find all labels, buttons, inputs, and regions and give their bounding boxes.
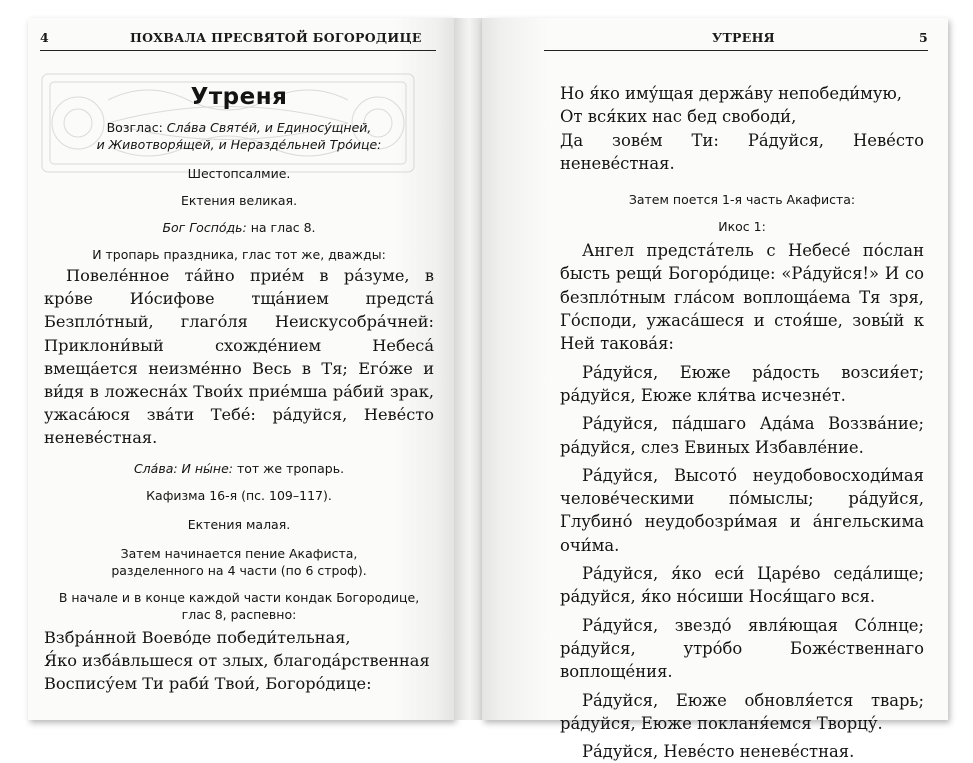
book-gutter [454, 18, 482, 720]
exclamation-label: Возглас: [106, 120, 167, 135]
ikos-paragraph: Ра́дуйся, Высото́ неудобовосходи́мая челове́ческими по́мыслы; ра́дуйся, Глубино́ неудобозри́мая и а́нгельскима очи́ма. [560, 465, 924, 555]
bog-gospod-rest: на глас 8. [246, 220, 316, 235]
right-header-rule [544, 50, 928, 51]
right-running-head [544, 30, 928, 48]
exclamation-text-2: и Животворя́щей, и Неразде́льней Тро́ице: [96, 137, 382, 152]
left-header-rule [40, 50, 436, 51]
kontakion-rubric-2: глас 8, распевно: [181, 606, 297, 622]
ikos-paragraph: Ра́дуйся, звездо́ явля́ющая Со́лнце; ра́дуйся, утро́бо Боже́ственнаго воплоще́ния. [560, 615, 924, 682]
rubric-bog-gospod [44, 219, 434, 236]
ikos-paragraph: Ангел предста́тель с Небесе́ по́слан бысть рещи́ Богоро́дице: «Ра́дуйся!» И со безпло́тным гла́сом воплоща́ема Тя зря, Го́споди, ужаса́шеся и стоя́ше, зовы́й к Ней такова́я: [560, 241, 924, 354]
ikos-paragraph: Ра́дуйся, Еюже ра́дость возсия́ет; ра́дуйся, Еюже кля́тва исчезне́т. [560, 362, 924, 405]
akathist-start-2: разделенного на 4 части (по 6 строф). [111, 562, 367, 578]
troparion-rubric: И тропарь праздника, глас тот же, дважды: [92, 247, 386, 262]
kontakion-rubric-1: В начале и в конце каждой части кондак Богородице, [58, 589, 420, 605]
rubric-ektenia-velikaya: Ектения великая. [180, 193, 298, 208]
ikos-paragraph: Ра́дуйся, па́дшаго Ада́ма Воззва́ние; ра́дуйся, слез Евиных Избавле́ние. [560, 414, 924, 457]
right-page-content [560, 62, 924, 763]
exclamation [44, 119, 434, 153]
ektenia-malaya-rubric: Ектения малая. [187, 516, 291, 532]
kontakion-line-5: От вся́ких нас бед свободи́, [560, 107, 797, 127]
kontakion-line-4: Но я́ко иму́щая держа́ву непобеди́мую, [560, 84, 903, 103]
ikos-paragraph: Ра́дуйся, я́ко еси́ Царе́во седа́лище; ра́дуйся, я́ко но́сиши Нося́щаго вся. [560, 564, 924, 607]
kontakion-line-6: Да зове́м Ти: Ра́дуйся, Неве́сто неневе́стная. [560, 130, 924, 173]
left-running-title: ПОХВАЛА ПРЕСВЯТОЙ БОГОРОДИЦЕ [130, 30, 422, 45]
kontakion-line-2: Я́ко изба́вльшеся от злых, благода́рственная [44, 650, 430, 670]
troparion-text: Повеле́нное та́йно прие́м в ра́зуме, в кро́ве Ио́сифове тща́нием предста́ Безпло́тный, глаго́ля Неискусобра́чней: Приклони́вый схожде́нием Небеса́ вмеща́ется неизме́нно Весь в Тя; Его́же и ви́дя в ложесна́х Твои́х прие́мша ра́бий зрак, ужаса́юся зва́ти Тебе́: ра́дуйся, Неве́сто неневе́стная. [44, 266, 434, 448]
left-page [28, 18, 454, 720]
slava-rest: тот же тропарь. [232, 460, 345, 476]
bog-gospod-italic: Бог Госпо́дь: [162, 220, 247, 235]
left-running-head [40, 30, 436, 48]
chapter-title: Утреня [190, 84, 288, 110]
kontakion-line-3: Воспису́ем Ти раби́ Твои́, Богоро́дице: [44, 674, 372, 694]
kontakion-line-1: Взбра́нной Воево́де победи́тельная, [44, 627, 351, 647]
left-page-number: 4 [40, 30, 49, 45]
ikos-paragraph: Ра́дуйся, Еюже обновля́ется тварь; ра́дуйся, Еюже покланя́емся Творцу́. [560, 690, 924, 733]
slava-italic: Сла́ва: И ны́не: [133, 460, 233, 476]
ikos-title: Икос 1: [718, 219, 766, 235]
exclamation-text-1: Сла́ва Святе́й, и Единосу́щней, [166, 120, 372, 135]
right-page-number: 5 [919, 30, 928, 45]
right-running-title: УТРЕНЯ [712, 30, 776, 45]
right-page [482, 18, 948, 762]
akathist-start-rubric [44, 545, 434, 579]
ikos-paragraph: Ра́дуйся, Неве́сто неневе́стная. [582, 742, 855, 762]
kontakion-rubric [44, 589, 434, 623]
kathisma-rubric: Кафизма 16-я (пс. 109–117). [146, 487, 332, 503]
part-rubric: Затем поется 1-я часть Акафиста: [628, 192, 856, 208]
left-page-content [44, 62, 434, 695]
rubric-shestopsalmie: Шестопсалмие. [187, 166, 291, 181]
akathist-start-1: Затем начинается пение Акафиста, [120, 545, 358, 561]
slava-rubric [44, 460, 434, 477]
